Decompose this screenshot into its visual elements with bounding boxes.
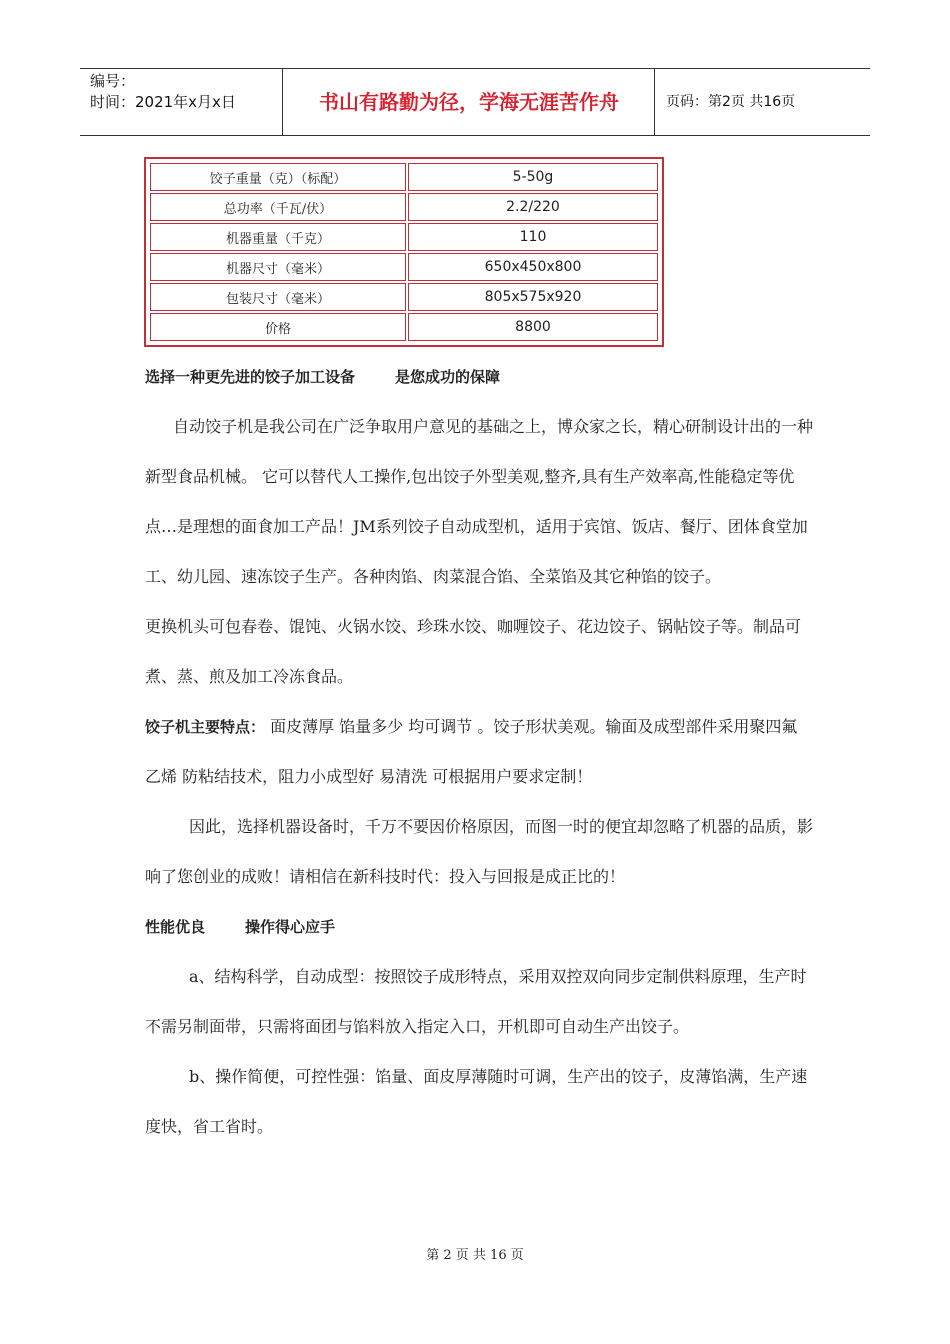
table-row bbox=[150, 193, 658, 221]
table-row bbox=[150, 313, 658, 341]
header-motto: 书山有路勤为径，学海无涯苦作舟 bbox=[319, 90, 619, 114]
header-meta bbox=[90, 71, 280, 113]
heading-part: 性能优良 bbox=[145, 918, 206, 936]
document-body bbox=[145, 352, 813, 1152]
features-paragraph bbox=[145, 702, 813, 802]
features-label: 饺子机主要特点： bbox=[145, 718, 266, 736]
table-row bbox=[150, 223, 658, 251]
feature-item-b: b、操作简便，可控性强：馅量、面皮厚薄随时可调，生产出的饺子，皮薄馅满，生产速度快，省工省时。 bbox=[145, 1067, 808, 1136]
spec-value: 8800 bbox=[408, 313, 658, 341]
page-header bbox=[80, 68, 870, 136]
feature-item-a: a、结构科学，自动成型：按照饺子成形特点，采用双控双向同步定制供料原理，生产时不需另制面带，只需将面团与馅料放入指定入口，开机即可自动生产出饺子。 bbox=[145, 967, 807, 1036]
time-label: 时间：2021年x月x日 bbox=[90, 93, 236, 111]
header-divider bbox=[654, 69, 655, 135]
table-row bbox=[150, 253, 658, 281]
page-indicator: 页码：第2页 共16页 bbox=[666, 94, 796, 110]
intro-paragraph: 自动饺子机是我公司在广泛争取用户意见的基础之上，博众家之长，精心研制设计出的一种新型食品机械。 它可以替代人工操作,包出饺子外型美观,整齐,具有生产效率高,性能稳定等优点…是理想的面食加工产品！JM系列饺子自动成型机，适用于宾馆、饭店、餐厅、团体食堂加工、幼儿园、速冻饺子生产。各种肉馅、肉菜混合馅、全菜馅及其它种馅的饺子。 bbox=[145, 417, 814, 586]
section-heading bbox=[145, 902, 813, 952]
section-heading bbox=[145, 352, 813, 402]
spec-table bbox=[144, 157, 664, 347]
number-label: 编号： bbox=[90, 72, 136, 90]
table-row bbox=[150, 163, 658, 191]
table-row bbox=[150, 283, 658, 311]
features-text: 面皮薄厚 馅量多少 均可调节 。饺子形状美观。输面及成型部件采用聚四氟乙烯 防粘结技术，阻力小成型好 易清洗 可根据用户要求定制！ bbox=[145, 717, 798, 786]
spec-label: 机器尺寸（毫米） bbox=[150, 253, 406, 281]
accessory-paragraph: 更换机头可包春卷、馄饨、火锅水饺、珍珠水饺、咖喱饺子、花边饺子、锅帖饺子等。制品可煮、蒸、煎及加工冷冻食品。 bbox=[145, 617, 802, 686]
spec-label: 价格 bbox=[150, 313, 406, 341]
page-footer: 第 2 页 共 16 页 bbox=[426, 1248, 524, 1263]
spec-value: 5-50g bbox=[408, 163, 658, 191]
spec-value: 805x575x920 bbox=[408, 283, 658, 311]
spec-label: 包装尺寸（毫米） bbox=[150, 283, 406, 311]
heading-part: 选择一种更先进的饺子加工设备 bbox=[145, 368, 356, 386]
spec-value: 2.2/220 bbox=[408, 193, 658, 221]
spec-label: 饺子重量（克）（标配） bbox=[150, 163, 406, 191]
advice-paragraph: 因此，选择机器设备时，千万不要因价格原因，而图一时的便宜却忽略了机器的品质，影响了您创业的成败！请相信在新科技时代：投入与回报是成正比的！ bbox=[145, 817, 814, 886]
heading-part: 操作得心应手 bbox=[245, 918, 336, 936]
spec-label: 总功率（千瓦/伏） bbox=[150, 193, 406, 221]
spec-value: 110 bbox=[408, 223, 658, 251]
heading-part: 是您成功的保障 bbox=[395, 368, 501, 386]
spec-value: 650x450x800 bbox=[408, 253, 658, 281]
spec-label: 机器重量（千克） bbox=[150, 223, 406, 251]
